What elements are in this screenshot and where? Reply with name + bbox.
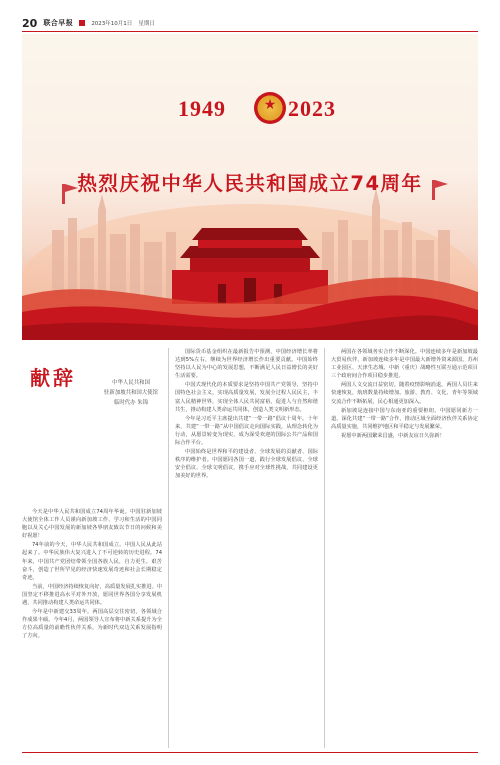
- column-divider: [168, 348, 169, 748]
- newspaper-name: 联合早报: [43, 19, 74, 27]
- paragraph: 新加坡是连接中国与东南亚的重要枢纽。中国愿同新方一道，深化共建“一带一路”合作，推动区域全面经济伙伴关系协定高质量实施，共同维护地区和平稳定与发展繁荣。: [331, 407, 478, 430]
- author-info: [98, 378, 164, 408]
- paragraph: 祝愿中新两国繁荣昌盛，中新友谊日久弥新！: [341, 432, 445, 439]
- paragraph: 两国人文交流日益密切。随着疫情影响消退，两国人员往来快速恢复，航班数量持续增加。旅游、教育、文化、青年等领域交流合作不断拓展，民心相通更加深入。: [331, 382, 478, 405]
- issue-date: 2023年10月1日: [91, 21, 133, 27]
- article-heading: 献辞: [30, 366, 76, 390]
- paragraph: 中国始终是世界和平的建设者、全球发展的贡献者、国际秩序的维护者。中国愿同各国一道，践行全球发展倡议、全球安全倡议、全球文明倡议，携手应对全球性挑战，共同建设更加美好的世界。: [175, 449, 318, 480]
- national-emblem-icon: ★: [254, 92, 286, 124]
- text-column-1: [22, 508, 162, 642]
- paragraph: 今年是中新建交33周年。两国高层交往密切，各领域合作成果丰硕。今年4月，两国领导人宣布将中新关系提升为全方位高质量的前瞻性伙伴关系，为新时代双边关系发展指明了方向。: [22, 609, 162, 640]
- anniversary-banner: [22, 34, 478, 340]
- article-body: [22, 348, 478, 748]
- text-column-2: [175, 348, 318, 482]
- footer-rule: [22, 752, 478, 753]
- issue-weekday: 星期日: [138, 21, 155, 27]
- column-divider: [324, 348, 325, 748]
- page-number: 20: [22, 16, 38, 30]
- end-year: 2023: [288, 96, 336, 121]
- masthead-logo-icon: [79, 20, 85, 26]
- byline-block: [22, 348, 162, 498]
- author-line: 驻新加坡共和国大使馆: [104, 390, 158, 396]
- paragraph: 今天是中华人民共和国成立74周年华诞。中国驻新加坡大使馆全体工作人员谨向新加坡工作、学习和生活的中国同胞以及关心中国发展的新加坡各界朋友致以节日的问候和美好祝愿！: [22, 509, 162, 540]
- paragraph: 当前，中国经济持续恢复向好，高质量发展扎实推进。中国坚定不移推进高水平对外开放，愿同世界各国分享发展机遇，共同推动构建人类命运共同体。: [22, 583, 162, 607]
- author-line: 临时代办 朱锦: [113, 400, 149, 406]
- page-header: [22, 16, 478, 30]
- paragraph: 74年前的今天，中华人民共和国成立。中国人民从此站起来了。中华民族伟大复兴进入了不可逆转的历史进程。74年来，中国共产党团结带领全国各族人民，自力更生，艰苦奋斗，创造了世所罕见的经济快速发展奇迹和社会长期稳定奇迹。: [22, 542, 162, 581]
- paragraph: 今年是习近平主席提出共建“一带一路”倡议十周年。十年来，共建“一带一路”从中国倡议走向国际实践，从理念转化为行动，从愿景转变为现实，成为深受欢迎的国际公共产品和国际合作平台。: [175, 415, 318, 447]
- paragraph: 中国式现代化的本质要求是坚持中国共产党领导，坚持中国特色社会主义，实现高质量发展，发展全过程人民民主，丰富人民精神世界，实现全体人民共同富裕，促进人与自然和谐共生，推动构建人类命运共同体，创造人类文明新形态。: [175, 382, 318, 413]
- paragraph: 国际货币基金组织在最新报告中预测，中国经济增长率将达到5%左右，继续为世界经济增长作出重要贡献。中国始终坚持以人民为中心的发展思想，不断满足人民日益增长的美好生活需要。: [175, 349, 318, 380]
- header-rule: [22, 31, 478, 32]
- start-year: 1949: [178, 96, 226, 121]
- text-column-3: [331, 348, 478, 441]
- author-line: 中华人民共和国: [112, 380, 150, 386]
- paragraph: 两国在各领域务实合作不断深化。中国连续多年是新加坡最大贸易伙伴，新加坡连续多年是中国最大新增外资来源国。苏州工业园区、天津生态城、中新（重庆）战略性互联互通示范项目三个政府间合作项目稳步推进。: [331, 349, 478, 380]
- headline: 热烈庆祝中华人民共和国成立74周年: [77, 172, 423, 195]
